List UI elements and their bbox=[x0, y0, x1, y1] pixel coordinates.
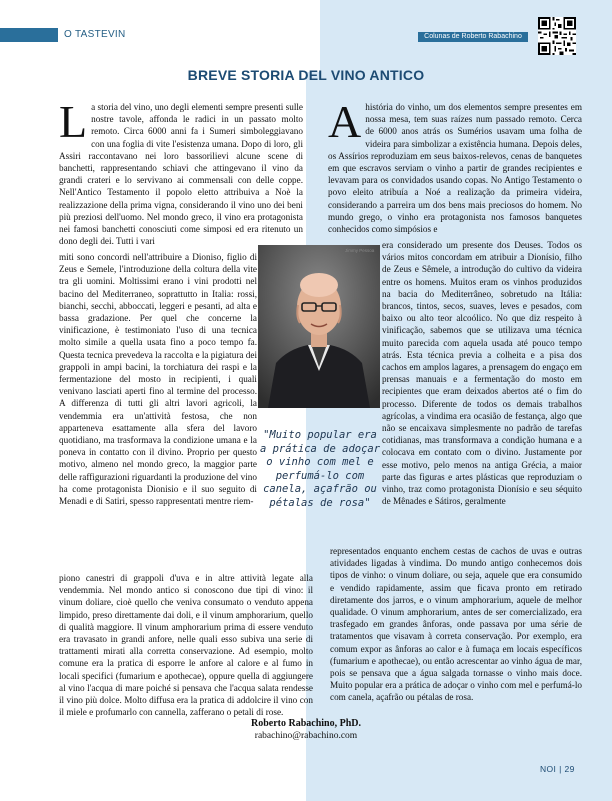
author-photo bbox=[258, 245, 380, 408]
italian-dropcap: L bbox=[59, 96, 88, 147]
italian-text-1: a storia del vino, uno degli elementi sempre presenti sulle nostre tavole, affonda le radici in un passato molto remoto. Circa 6000 anni fa i Sumeri simboleggiavano con una foglia di vite l'esistenza umana. Dopo di loro, gli Assiri raccontavano nei loro bassorilievi alcune scene di banchetti, rappresentando schiavi che attingevano il vino da grandi crateri e lo servivano ai commensali con delle coppe. Nell'Antico Testamento il popolo eletto attribuiva a Noè la realizzazione della prima vigna, considerando il vino uno dei beni più preziosi dell'uomo. Nel mondo greco, il vino era protagonista nei famosi banchetti conosciuti come simposi ed era ritenuto un dono degli dei. Tutti i vari bbox=[59, 102, 303, 247]
section-label: O TASTEVIN bbox=[64, 29, 126, 40]
portuguese-text-3: representados enquanto enchem cestas de cachos de uvas e outras atividades ligadas à vindima. Do mundo antigo conhecemos dois tipos de vinho: o vinum doliare, ou seja, aquele que era consumido e vendido rapidamente, assim que ficava pronto em retirado diretamente dos jarros, e o vinum amphorarium, aquele de melhor qualidade. O vinum amphorarium, antes de ser comercializado, era trasfegado em grandes ânforas, onde passava por uma série de tratamentos que visavam à correta conservação. Por exemplo, era comum expor as ânforas ao calor e à fumaça em locais específicos (fumarium e apothecae), ou então acrescentar ao vinho água de mar, pois se pensava que a água salgada tornasse o vinho mais doce. Muito popular era a prática de adoçar o vinho com mel e perfumá-lo com canela, açafrão ou pétalas de rosa. bbox=[330, 546, 582, 703]
portuguese-text-2: era considerado um presente dos Deuses. Todos os vários mitos concordam em atribuir a Dionísio, filho de Zeus e Sêmele, a introdução do cultivo da videira entre os homens. Muitos eram os vinhos produzidos na bacia do Mediterrâneo, sobretudo na Itália: brancos, tintos, secos, suaves, leves e pesados, com baixo ou alto teor alcoólico. No que diz respeito à vinificação, sabemos que se utilizava uma técnica muito parecida com aquela usada até pouco tempo atrás. Esta técnica previa a colheita e a pisa dos cachos em amplos lagares, a prensagem do engaço em prensas manuais e a fermentação do mosto em recipientes que eram deixados abertos até o fim do processo. Diferente de todos os demais trabalhos agrícolas, a vindima era ocasião de festança, algo que não se encaixava simplesmente no padrão de tarefas cotidianas, mas transformava a condição humana e a colocava em contato com o divino. Justamente por esse motivo, pelo menos na antiga Grécia, a maior parte das figuras e artes plásticas que reproduziam o vinho, traz como protagonista Dionísio e seu séquito de Mênades e Sátiros, geralmente bbox=[382, 240, 582, 507]
italian-paragraph-1 bbox=[59, 96, 303, 251]
article-title: BREVE STORIA DEL VINO ANTICO bbox=[187, 67, 425, 83]
photo-credit: Jimmy Pessoa bbox=[345, 248, 375, 253]
section-color-bar bbox=[0, 28, 58, 42]
author-email[interactable]: rabachino@rabachino.com bbox=[254, 731, 358, 741]
italian-text-2: miti sono concordi nell'attribuire a Dioniso, figlio di Zeus e Semele, l'introduzione della coltura della vite tra gli uomini. Moltissimi erano i vini prodotti nel bacino del Mediterraneo, soprattutto in Italia: rossi, bianchi, secchi, abboccati, leggeri e pesanti, ad alta e bassa gradazione. Per quel che concerne la vinificazione, è testimoniato l'uso di una tecnica molto simile a quella usata fino a poco tempo fa. Questa tecnica prevedeva la raccolta e la pigiatura dei grappoli in ampi bacini, la torchiatura dei raspi e la fermentazione del mosto in recipienti, i quali venivano lasciati aperti fino al termine del processo. A differenza di tutti gli altri lavori agricoli, la vendemmia era un'attività festosa, che non apparteneva esattamente alla sfera del lavoro quotidiano, ma trasformava la condizione umana e la poneva in contatto con il divino. Proprio per questo motivo, almeno nel mondo greco, la maggior parte delle raffigurazioni riguardanti la produzione del vino ha come protagonista Dionisio e il suo seguito di Menadi e di Satiri, spesso rappresentati mentre riem- bbox=[59, 252, 257, 507]
author-name: Roberto Rabachino, PhD. bbox=[250, 718, 361, 729]
portuguese-text-1: história do vinho, um dos elementos sempre presentes em nossa mesa, tem suas raízes num passado remoto. Cerca de 6000 anos atrás os Sumérios usavam uma folha de videira para simbolizar a existência humana. Depois deles, os Assírios reproduziam em seus baixos-relevos, cenas de banquetes em que escravos serviam o vinho a partir de grandes recipientes e levavam para os convidados usando copas. No Antigo Testamento o povo eleito atribuía a Noé a realização da primeira videira, considerando a parreira um dos bens mais preciosos do homem. No mundo grego, o vinho era protagonista nos famosos banquetes conhecidos como simpósios e bbox=[328, 102, 582, 235]
pull-quote: "Muito popular era a prática de adoçar o vinho com mel e perfumá-lo com canela, açafrão ou pétalas de rosa" bbox=[259, 429, 381, 509]
portuguese-paragraph-1 bbox=[328, 96, 582, 239]
portuguese-dropcap: A bbox=[328, 96, 362, 147]
italian-text-3: piono canestri di grappoli d'uva e in altre attività legate alla vendemmia. Nel mondo antico si conoscono due tipi di vino: il vinum doliare, cioè quello che veniva consumato o venduto appena limpido, preso direttamente dai doli, e il vinum amphorarium, quello di qualità maggiore. Il vinum amphorarium prima di essere venduto era travasato in grandi anfore, nelle quali esso subiva una serie di trattamenti mirati alla corretta conservazione. Ad esempio, molto comune era la pratica di esporre le anfore al calore e al fumo in locali specifici (fumarium e apothecae), oppure quella di aggiungere al vino l'acqua di mare poiché si pensava che l'acqua salata rendesse il vino più dolce. Molto diffusa era la pratica di addolcire il vino con il miele e profumarlo con cannella, zafferano o petali di rose. bbox=[59, 573, 313, 718]
page-number: NOI | 29 bbox=[540, 764, 575, 774]
qr-code-icon[interactable] bbox=[538, 17, 576, 55]
column-tag: Colunas de Roberto Rabachino bbox=[418, 32, 528, 42]
